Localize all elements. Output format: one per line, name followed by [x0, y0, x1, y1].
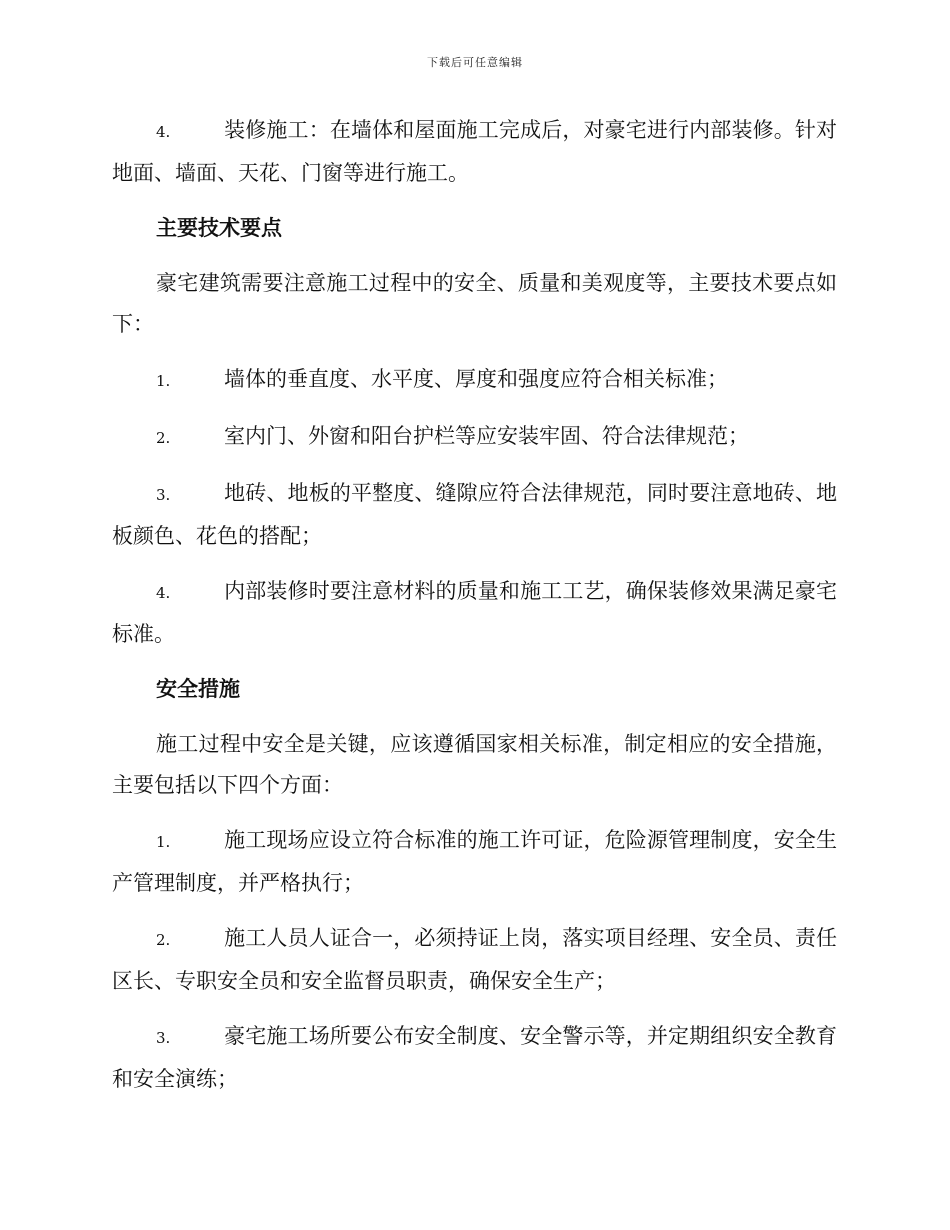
list-text: 施工人员人证合一，必须持证上岗，落实项目经理、安全员、责任区长、专职安全员和安全监督员职责，确保安全生产； [112, 926, 837, 993]
list-item [112, 473, 837, 557]
list-text: 豪宅施工场所要公布安全制度、安全警示等，并定期组织安全教育和安全演练； [112, 1024, 837, 1091]
list-text: 装修施工：在墙体和屋面施工完成后，对豪宅进行内部装修。针对地面、墙面、天花、门窗等进行施工。 [112, 118, 837, 185]
list-item [112, 359, 837, 402]
list-number: 2. [156, 429, 171, 447]
list-number: 3. [156, 1029, 171, 1047]
document-body [112, 110, 837, 1114]
list-number: 2. [156, 931, 171, 949]
list-text: 地砖、地板的平整度、缝隙应符合法律规范，同时要注意地砖、地板颜色、花色的搭配； [112, 481, 837, 548]
section-heading-tech: 主要技术要点 [156, 216, 282, 240]
list-item [112, 820, 837, 904]
list-item [112, 110, 837, 194]
list-item [112, 416, 837, 459]
list-number: 1. [156, 372, 171, 390]
list-number: 1. [156, 833, 171, 851]
list-item [112, 918, 837, 1002]
page-header: 下载后可任意编辑 [427, 56, 523, 69]
list-number: 4. [156, 123, 171, 141]
list-text: 内部装修时要注意材料的质量和施工工艺，确保装修效果满足豪宅标准。 [112, 579, 837, 646]
list-number: 4. [156, 584, 171, 602]
list-text: 墙体的垂直度、水平度、厚度和强度应符合相关标准； [224, 367, 728, 391]
list-item [112, 571, 837, 655]
paragraph: 豪宅建筑需要注意施工过程中的安全、质量和美观度等，主要技术要点如下： [112, 271, 837, 336]
list-number: 3. [156, 486, 171, 504]
section-heading-safety: 安全措施 [156, 677, 240, 701]
list-item [112, 1016, 837, 1100]
paragraph: 施工过程中安全是关键，应该遵循国家相关标准，制定相应的安全措施，主要包括以下四个方面： [112, 732, 837, 797]
list-text: 施工现场应设立符合标准的施工许可证，危险源管理制度，安全生产管理制度，并严格执行； [112, 828, 837, 895]
list-text: 室内门、外窗和阳台护栏等应安装牢固、符合法律规范； [224, 424, 749, 448]
